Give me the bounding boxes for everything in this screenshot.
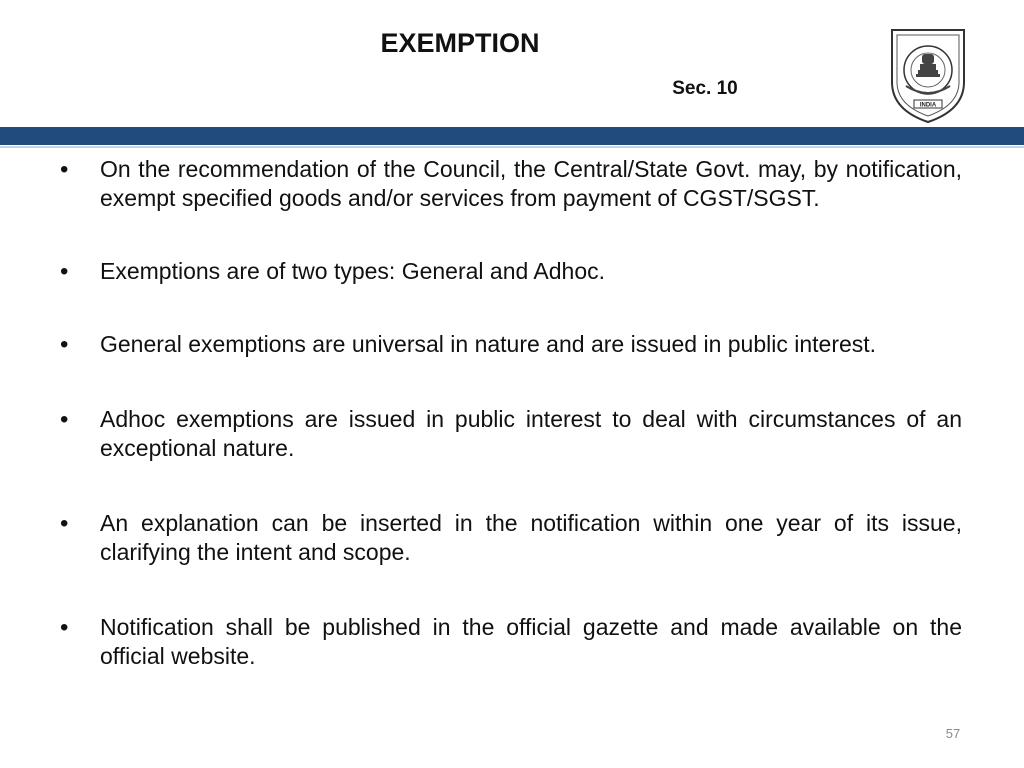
- bullet-text: On the recommendation of the Council, the Central/State Govt. may, by notification, exempt specified goods and/or services from payment of CGST/SGST.: [100, 156, 962, 211]
- page-number: 57: [945, 726, 961, 741]
- bullet-text: Notification shall be published in the official gazette and made available on the official website.: [100, 614, 962, 669]
- bullet-list: [60, 155, 962, 671]
- bullet-dot: •: [60, 510, 69, 537]
- bullet-dot: •: [60, 331, 69, 358]
- bullet-dot: •: [60, 406, 69, 433]
- bullet-item: [60, 257, 962, 286]
- bullet-text: Exemptions are of two types: General and Adhoc.: [100, 258, 606, 284]
- section-reference: Sec. 10: [672, 78, 738, 99]
- slide-title: EXEMPTION: [380, 28, 540, 58]
- bullet-item: [60, 613, 962, 671]
- bullet-item: [60, 155, 962, 213]
- header-band-underline: [0, 146, 1024, 148]
- bullet-item: [60, 509, 962, 567]
- bullet-text: An explanation can be inserted in the notification within one year of its issue, clarifying the intent and scope.: [100, 510, 962, 565]
- bullet-dot: •: [60, 258, 69, 285]
- bullet-text: General exemptions are universal in nature and are issued in public interest.: [100, 331, 877, 357]
- bullet-text: Adhoc exemptions are issued in public interest to deal with circumstances of an exceptional nature.: [100, 406, 962, 461]
- emblem-seal-icon: [886, 24, 970, 124]
- bullet-dot: •: [60, 156, 69, 183]
- bullet-item: [60, 405, 962, 463]
- header-band: [0, 127, 1024, 145]
- emblem-ring-text: INDIA: [919, 102, 937, 109]
- bullet-item: [60, 330, 962, 359]
- bullet-dot: •: [60, 614, 69, 641]
